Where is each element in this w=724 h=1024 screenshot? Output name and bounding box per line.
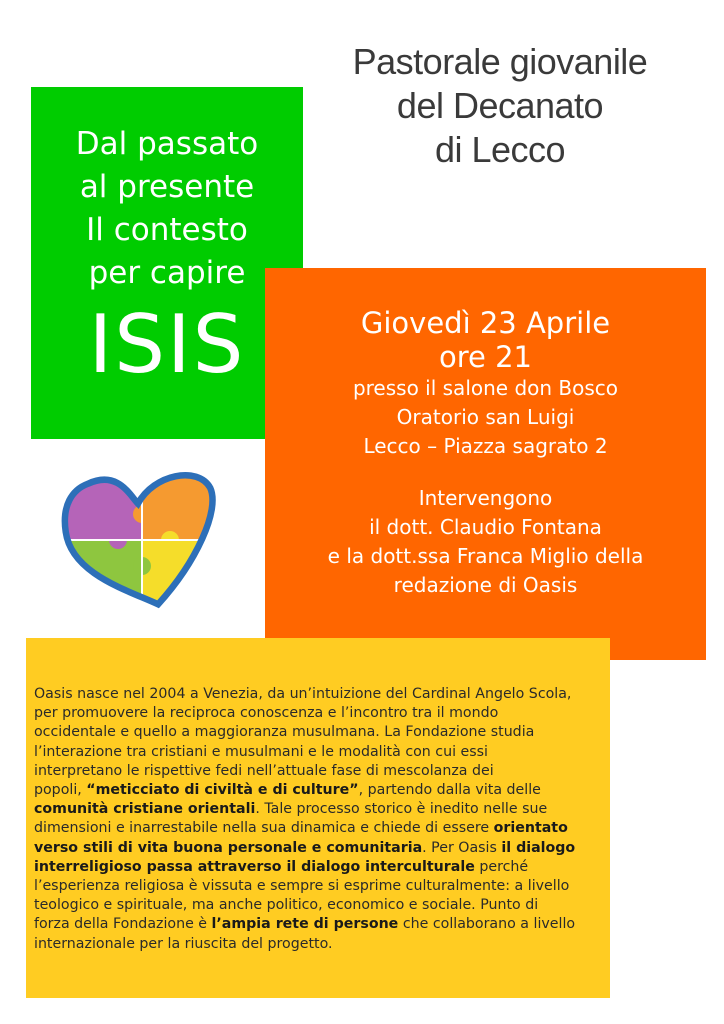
about-line — [34, 935, 608, 954]
about-text-segment: forza della Fondazione è — [34, 916, 212, 933]
headline-text — [31, 123, 303, 295]
headline-line: Il contesto — [86, 212, 248, 248]
about-line — [34, 723, 608, 742]
headline-box — [31, 87, 303, 439]
about-line — [34, 896, 608, 915]
about-text-segment: Oasis nasce nel 2004 a Venezia, da un’intuizione del Cardinal Angelo Scola, — [34, 686, 572, 702]
venue-line: Oratorio san Luigi — [396, 405, 575, 429]
about-text-segment: occidentale e quello a maggioranza musulmana. La Fondazione studia — [34, 724, 535, 741]
about-highlight: “meticciato di civiltà e di culture” — [86, 782, 359, 799]
about-text-segment: teologico e spirituale, ma anche politico, economico e sociale. Punto di — [34, 897, 539, 914]
heart-puzzle-icon — [58, 462, 220, 612]
about-highlight: verso stili di vita buona personale e comunitaria — [34, 839, 423, 856]
about-text-segment: internazionale per la riuscita del progetto. — [34, 935, 333, 952]
about-line — [34, 704, 608, 723]
about-line — [34, 743, 608, 762]
about-highlight: comunità cristiane orientali — [34, 801, 256, 818]
title-line: Pastorale giovanile — [352, 41, 648, 82]
speakers-line: Intervengono — [418, 486, 553, 510]
speakers-line: e la dott.ssa Franca Miglio della — [327, 544, 644, 568]
about-text-segment: . Tale processo storico è inedito nelle sue — [255, 801, 548, 818]
about-line — [34, 819, 608, 838]
about-line — [34, 781, 608, 800]
page-title — [300, 40, 700, 172]
about-line — [34, 858, 608, 877]
headline-line: per capire — [88, 255, 246, 291]
about-line — [34, 839, 608, 858]
about-highlight: l’ampia rete di persone — [211, 916, 399, 933]
about-highlight: orientato — [493, 820, 568, 837]
about-text-segment: l’interazione tra cristiani e musulmani e le modalità con cui essi — [34, 743, 488, 760]
about-line — [34, 800, 608, 819]
headline-topic: ISIS — [88, 298, 246, 391]
about-text-segment: . Per Oasis — [422, 839, 502, 856]
about-box — [26, 638, 610, 998]
title-line: di Lecco — [434, 129, 566, 170]
about-text-segment: l’esperienza religiosa è vissuta e sempre si esprime culturalmente: a livello — [34, 878, 570, 895]
event-time: ore 21 — [439, 340, 532, 374]
about-text-segment: interpretano le rispettive fedi nell’attuale fase di mescolanza dei — [34, 762, 494, 779]
about-text-segment: che collaborano a livello — [398, 916, 576, 933]
event-date: Giovedì 23 Aprile — [360, 306, 611, 340]
about-text-segment: per promuovere la reciproca conoscenza e l’incontro tra il mondo — [34, 705, 499, 722]
about-line — [34, 915, 608, 934]
event-venue — [265, 374, 706, 461]
venue-line: Lecco – Piazza sagrato 2 — [363, 434, 608, 458]
about-text — [34, 685, 608, 954]
about-line — [34, 685, 608, 704]
about-text-segment: perché — [474, 858, 529, 875]
about-text-segment: dimensioni e inarrestabile nella sua dinamica e chiede di essere — [34, 820, 494, 837]
headline-line: Dal passato — [75, 126, 259, 162]
about-line — [34, 762, 608, 781]
about-text-segment: popoli, — [34, 782, 87, 799]
venue-line: presso il salone don Bosco — [352, 376, 619, 400]
headline-line: al presente — [79, 169, 255, 205]
event-box — [265, 268, 706, 660]
event-speakers — [265, 484, 706, 600]
title-line: del Decanato — [396, 85, 604, 126]
about-line — [34, 877, 608, 896]
about-highlight: il dialogo — [501, 839, 576, 856]
about-highlight: interreligioso passa attraverso il dialogo interculturale — [34, 858, 475, 875]
speakers-line: il dott. Claudio Fontana — [369, 515, 602, 539]
about-text-segment: , partendo dalla vita delle — [358, 782, 541, 799]
speakers-line: redazione di Oasis — [393, 573, 578, 597]
